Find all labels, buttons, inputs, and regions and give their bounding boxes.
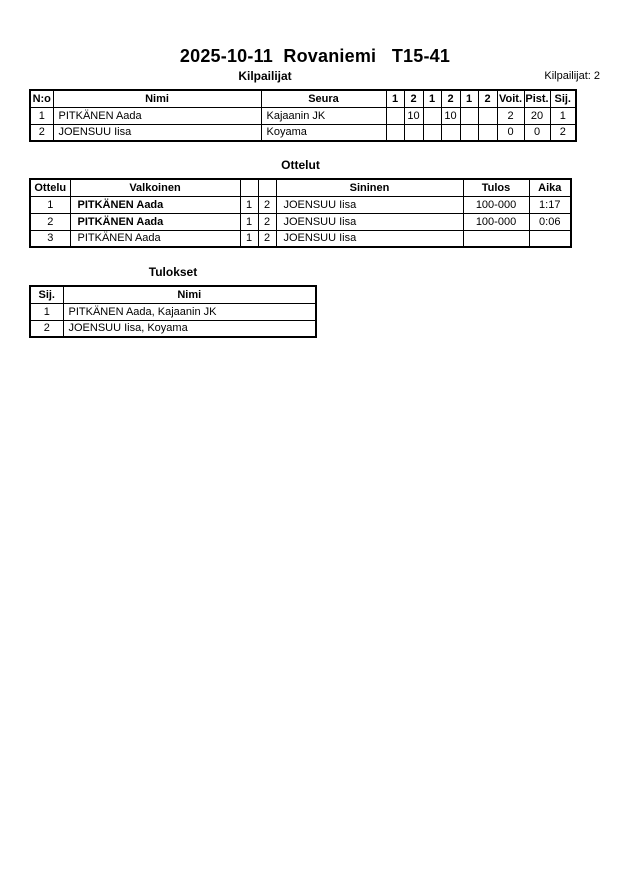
table-row — [30, 124, 576, 141]
cell-name: PITKÄNEN Aada — [53, 107, 261, 124]
col-header-blue: Sininen — [276, 179, 463, 196]
cell-result: 100-000 — [463, 196, 529, 213]
col-header-club: Seura — [261, 90, 386, 107]
col-header-name: Nimi — [63, 286, 316, 303]
col-header-no: N:o — [30, 90, 53, 107]
cell-time: 0:06 — [529, 213, 571, 230]
cell-white-name: PITKÄNEN Aada — [70, 230, 240, 247]
cell-white-name: PITKÄNEN Aada — [70, 213, 240, 230]
col-header-name: Nimi — [53, 90, 261, 107]
table-row — [30, 320, 316, 337]
cell-match-no: 3 — [30, 230, 70, 247]
matches-table — [29, 178, 572, 248]
cell-rank: 1 — [550, 107, 576, 124]
cell-score — [423, 107, 441, 124]
cell-blue-name: JOENSUU Iisa — [276, 196, 463, 213]
results-table — [29, 285, 317, 338]
table-row — [30, 303, 316, 320]
cell-corner-score: 2 — [258, 196, 276, 213]
cell-points: 0 — [524, 124, 550, 141]
col-header-score-5: 1 — [460, 90, 478, 107]
cell-wins: 0 — [497, 124, 524, 141]
cell-name: PITKÄNEN Aada, Kajaanin JK — [63, 303, 316, 320]
col-header-score-2: 2 — [404, 90, 423, 107]
cell-score — [404, 124, 423, 141]
cell-corner-score: 2 — [258, 213, 276, 230]
cell-white-name: PITKÄNEN Aada — [70, 196, 240, 213]
col-header-score-3: 1 — [423, 90, 441, 107]
section-heading-ottelut: Ottelut — [281, 158, 320, 172]
results-header-row — [30, 286, 316, 303]
col-header-time: Aika — [529, 179, 571, 196]
cell-club: Koyama — [261, 124, 386, 141]
col-header-corner-1 — [240, 179, 258, 196]
cell-time — [529, 230, 571, 247]
col-header-match: Ottelu — [30, 179, 70, 196]
cell-score — [441, 124, 460, 141]
cell-score — [460, 107, 478, 124]
competitors-table — [29, 89, 577, 142]
col-header-points: Pist. — [524, 90, 550, 107]
col-header-rank: Sij. — [30, 286, 63, 303]
cell-rank: 2 — [550, 124, 576, 141]
page-title: 2025-10-11 Rovaniemi T15-41 — [179, 46, 451, 66]
competitors-count: Kilpailijat: 2 — [544, 70, 600, 82]
cell-corner-score: 1 — [240, 230, 258, 247]
cell-corner-score: 1 — [240, 213, 258, 230]
cell-time: 1:17 — [529, 196, 571, 213]
table-row — [30, 196, 571, 213]
table-row — [30, 230, 571, 247]
competitors-header-row — [30, 90, 576, 107]
cell-match-no: 2 — [30, 213, 70, 230]
section-heading-kilpailijat: Kilpailijat — [238, 69, 292, 83]
cell-no: 2 — [30, 124, 53, 141]
col-header-result: Tulos — [463, 179, 529, 196]
cell-rank: 1 — [30, 303, 63, 320]
cell-corner-score: 1 — [240, 196, 258, 213]
cell-score — [478, 124, 497, 141]
cell-result: 100-000 — [463, 213, 529, 230]
cell-result — [463, 230, 529, 247]
col-header-wins: Voit. — [497, 90, 524, 107]
matches-header-row — [30, 179, 571, 196]
cell-wins: 2 — [497, 107, 524, 124]
cell-score: 10 — [404, 107, 423, 124]
col-header-corner-2 — [258, 179, 276, 196]
cell-score: 10 — [441, 107, 460, 124]
col-header-white: Valkoinen — [70, 179, 240, 196]
cell-corner-score: 2 — [258, 230, 276, 247]
cell-score — [423, 124, 441, 141]
cell-rank: 2 — [30, 320, 63, 337]
cell-name: JOENSUU Iisa, Koyama — [63, 320, 316, 337]
col-header-rank: Sij. — [550, 90, 576, 107]
cell-no: 1 — [30, 107, 53, 124]
section-heading-tulokset: Tulokset — [148, 265, 198, 279]
cell-club: Kajaanin JK — [261, 107, 386, 124]
col-header-score-4: 2 — [441, 90, 460, 107]
col-header-score-6: 2 — [478, 90, 497, 107]
cell-score — [386, 124, 404, 141]
cell-blue-name: JOENSUU Iisa — [276, 230, 463, 247]
col-header-score-1: 1 — [386, 90, 404, 107]
cell-score — [478, 107, 497, 124]
cell-points: 20 — [524, 107, 550, 124]
cell-name: JOENSUU Iisa — [53, 124, 261, 141]
cell-score — [460, 124, 478, 141]
table-row — [30, 107, 576, 124]
cell-match-no: 1 — [30, 196, 70, 213]
table-row — [30, 213, 571, 230]
cell-blue-name: JOENSUU Iisa — [276, 213, 463, 230]
cell-score — [386, 107, 404, 124]
